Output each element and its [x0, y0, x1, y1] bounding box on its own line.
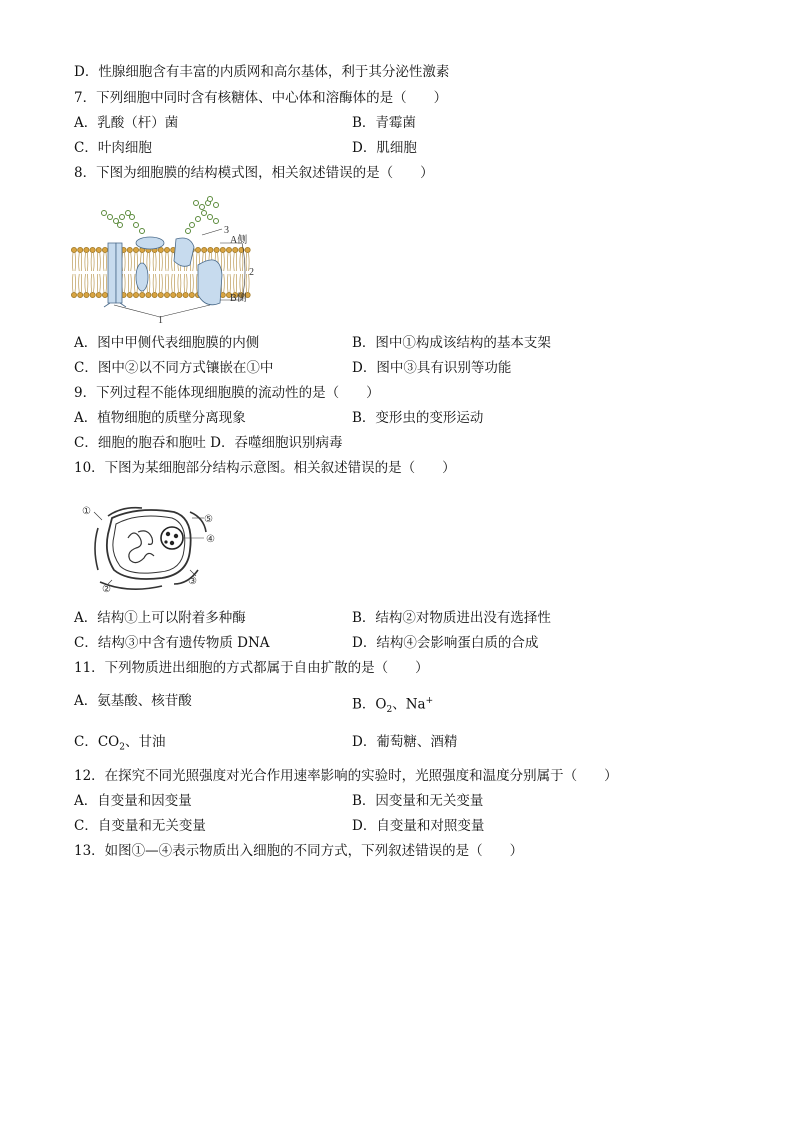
glycoprotein-chains	[102, 197, 219, 234]
q12-option-c: C．自变量和无关变量	[74, 818, 206, 834]
membrane-label-3: 3	[224, 225, 229, 236]
cell-label-4: ④	[206, 534, 215, 545]
q8-option-b: B．图中①构成该结构的基本支架	[352, 335, 551, 351]
membrane-label-2: 2	[249, 267, 254, 278]
q12-option-d: D．自变量和对照变量	[352, 818, 485, 834]
cell-structure-figure	[78, 498, 228, 598]
cell-label-1: ①	[82, 506, 91, 517]
q12-option-b: B．因变量和无关变量	[352, 793, 484, 809]
q8-option-c: C．图中②以不同方式镶嵌在①中	[74, 360, 274, 376]
q8-option-d: D．图中③具有识别等功能	[352, 360, 512, 376]
membrane-label-1: 1	[158, 315, 163, 325]
cell-label-2: ②	[102, 584, 111, 595]
q9-option-b: B．变形虫的变形运动	[352, 410, 484, 426]
q12-option-a: A．自变量和因变量	[74, 793, 192, 809]
phospholipid-bilayer	[71, 247, 250, 297]
membrane-side-b: B侧	[230, 293, 247, 304]
q7-stem: 7．下列细胞中同时含有核糖体、中心体和溶酶体的是（ ）	[74, 90, 448, 106]
q12-stem: 12．在探究不同光照强度对光合作用速率影响的实验时，光照强度和温度分别属于（ ）	[74, 768, 618, 784]
q9-stem: 9．下列过程不能体现细胞膜的流动性的是（ ）	[74, 385, 380, 401]
q9-option-cd: C．细胞的胞吞和胞吐 D．吞噬细胞识别病毒	[74, 435, 343, 451]
q7-option-a: A．乳酸（杆）菌	[74, 115, 179, 131]
q9-option-a: A．植物细胞的质壁分离现象	[74, 410, 246, 426]
q10-option-a: A．结构①上可以附着多种酶	[74, 610, 246, 626]
q11-option-b: B．$O_2$、Na+	[352, 696, 434, 716]
q10-option-c: C．结构③中含有遗传物质 DNA	[74, 635, 270, 651]
q11-stem: 11．下列物质进出细胞的方式都属于自由扩散的是（ ）	[74, 660, 429, 676]
cell-label-5: ⑤	[204, 514, 213, 525]
q10-option-b: B．结构②对物质进出没有选择性	[352, 610, 551, 626]
q7-option-d: D．肌细胞	[352, 140, 417, 156]
q11-option-c: C．$CO_2$、甘油	[74, 734, 166, 753]
q8-option-a: A．图中甲侧代表细胞膜的内侧	[74, 335, 260, 351]
cell-membrane-figure	[70, 195, 270, 325]
membrane-side-a: A侧	[230, 235, 248, 246]
cell-label-3: ③	[188, 576, 197, 587]
q6-option-d: D．性腺细胞含有丰富的内质网和高尔基体，利于其分泌性激素	[74, 64, 450, 80]
q7-option-c: C．叶肉细胞	[74, 140, 152, 156]
q11-option-a: A．氨基酸、核苷酸	[74, 693, 192, 709]
q7-option-b: B．青霉菌	[352, 115, 416, 131]
q10-option-d: D．结构④会影响蛋白质的合成	[352, 635, 539, 651]
q8-stem: 8．下图为细胞膜的结构模式图，相关叙述错误的是（ ）	[74, 165, 434, 181]
q11-option-d: D．葡萄糖、酒精	[352, 734, 458, 750]
q10-stem: 10．下图为某细胞部分结构示意图。相关叙述错误的是（ ）	[74, 460, 456, 476]
q13-stem: 13．如图①—④表示物质出入细胞的不同方式，下列叙述错误的是（ ）	[74, 843, 524, 859]
